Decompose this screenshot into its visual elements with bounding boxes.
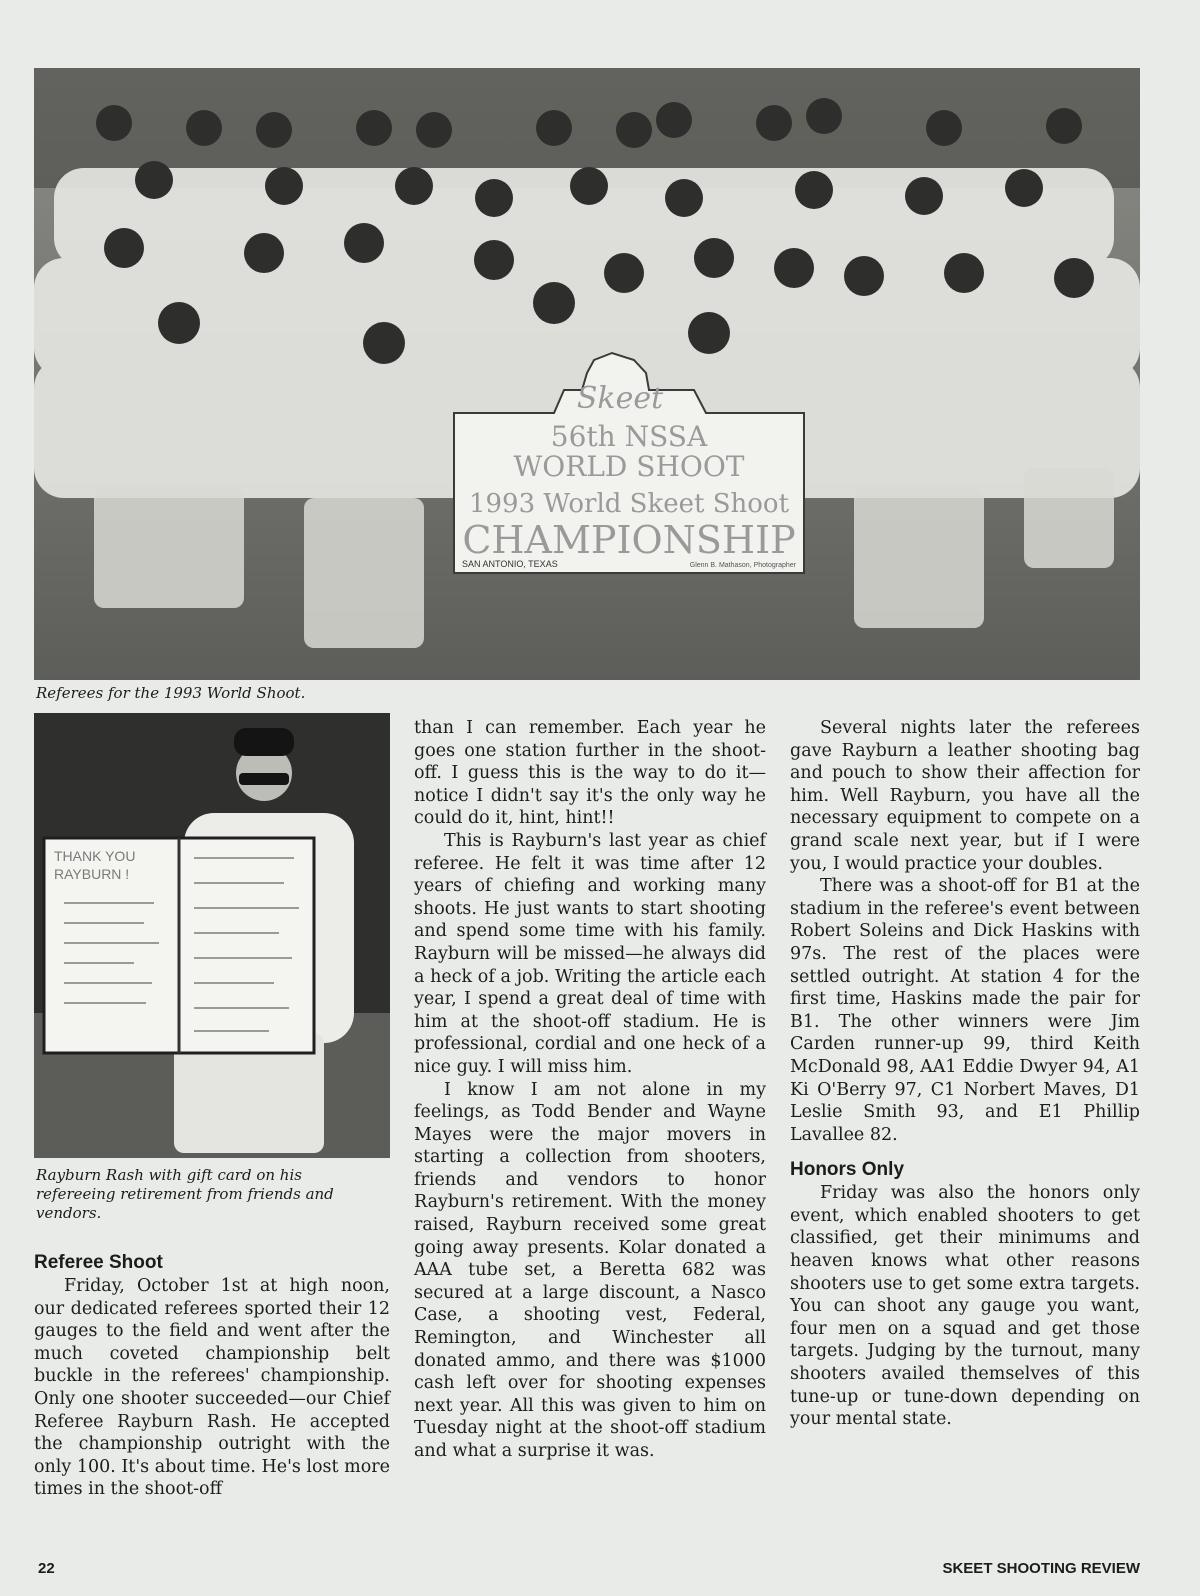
sign-line-2: WORLD SHOOT xyxy=(513,450,745,483)
article-column-2 xyxy=(414,717,766,1463)
heading-referee-shoot: Referee Shoot xyxy=(34,1252,163,1273)
group-photo xyxy=(34,68,1140,680)
sign-line-3: 1993 World Skeet Shoot xyxy=(468,489,790,519)
sign-credit: Glenn B. Mathason, Photographer xyxy=(689,562,796,569)
paragraph-3: I know I am not alone in my feelings, as Todd Bender and Wayne Mayes were the major movers in starting a collection from shooters, friends and vendors to honor Rayburn's retirement. With the money raised, Rayburn received some great going away presents. Kolar donated a AAA tube set, a Beretta 682 was secured at a large discount, a Nasco Case, a shooting vest, Federal, Remington, and Winchester all donated ammo, and there was $1000 cash left over for shooting expenses next year. All this was given to him on Tuesday night at the shoot-off stadium and what a surprise it was. xyxy=(414,1079,766,1461)
paragraph-1: Friday, October 1st at high noon, our dedicated referees sported their 12 gauges to the field and went after the much coveted championship belt buckle in the referees' championship. Only one shooter succeeded—our Chief Referee Rayburn Rash. He accepted the championship outright with the only 100. It's about time. He's lost more times in the shoot-off xyxy=(34,1276,390,1500)
paragraph-2: This is Rayburn's last year as chief referee. He felt it was time after 12 years of chiefing and working many shoots. He just wants to start shooting and spend some time with his family. Rayburn will be missed—he always did a heck of a job. Writing the article each year, I spend a great deal of time with him at the shoot-off stadium. He is professional, cordial and one heck of a nice guy. I will miss him. xyxy=(414,830,766,1077)
paragraph-1-continued: than I can remember. Each year he goes one station further in the shoot-off. I guess this is the way to do it—notice I didn't say it's the only way he could do it, hint, hint!! xyxy=(414,718,766,829)
magazine-title: SKEET SHOOTING REVIEW xyxy=(942,1560,1140,1577)
paragraph-5: There was a shoot-off for B1 at the stadium in the referee's event between Robert Soleins and Dick Haskins with 97s. The rest of the places were settled outright. At station 4 for the first time, Haskins made the pair for B1. The other winners were Jim Carden runner-up 99, third Keith McDonald 98, AA1 Eddie Dwyer 94, A1 Ki O'Berry 97, C1 Norbert Maves, D1 Leslie Smith 93, and E1 Phillip Lavallee 82. xyxy=(790,876,1140,1145)
gift-card-line-2: RAYBURN ! xyxy=(54,866,130,882)
rash-photo-illustration xyxy=(34,713,390,1158)
group-photo-illustration xyxy=(34,68,1140,680)
group-photo-caption: Referees for the 1993 World Shoot. xyxy=(36,684,306,702)
rash-photo-caption: Rayburn Rash with gift card on his refereeing retirement from friends and vendors. xyxy=(36,1166,334,1222)
page-number: 22 xyxy=(38,1560,55,1577)
sign-location: SAN ANTONIO, TEXAS xyxy=(462,559,558,569)
sign-line-1: 56th NSSA xyxy=(550,420,708,453)
article-column-3 xyxy=(790,717,1140,1431)
paragraph-6: Friday was also the honors only event, which enabled shooters to get classified, get their minimums and heaven knows what other reasons shooters use to get some extra targets. You can shoot any gauge you want, four men on a squad and get those targets. Judging by the turnout, many shooters availed themselves of this tune-up or tune-down depending on your mental state. xyxy=(790,1183,1140,1430)
rash-photo xyxy=(34,713,390,1158)
heading-honors-only: Honors Only xyxy=(790,1159,905,1181)
sign-brand: Skeet xyxy=(576,381,664,416)
sign-line-4: CHAMPIONSHIP xyxy=(462,518,796,562)
article-column-1 xyxy=(34,1245,390,1501)
gift-card-line-1: THANK YOU xyxy=(54,848,136,864)
paragraph-4: Several nights later the referees gave Rayburn a leather shooting bag and pouch to show their affection for him. Well Rayburn, you have all the necessary equipment to compete on a grand scale next year, but if I were you, I would practice your doubles. xyxy=(790,718,1140,874)
